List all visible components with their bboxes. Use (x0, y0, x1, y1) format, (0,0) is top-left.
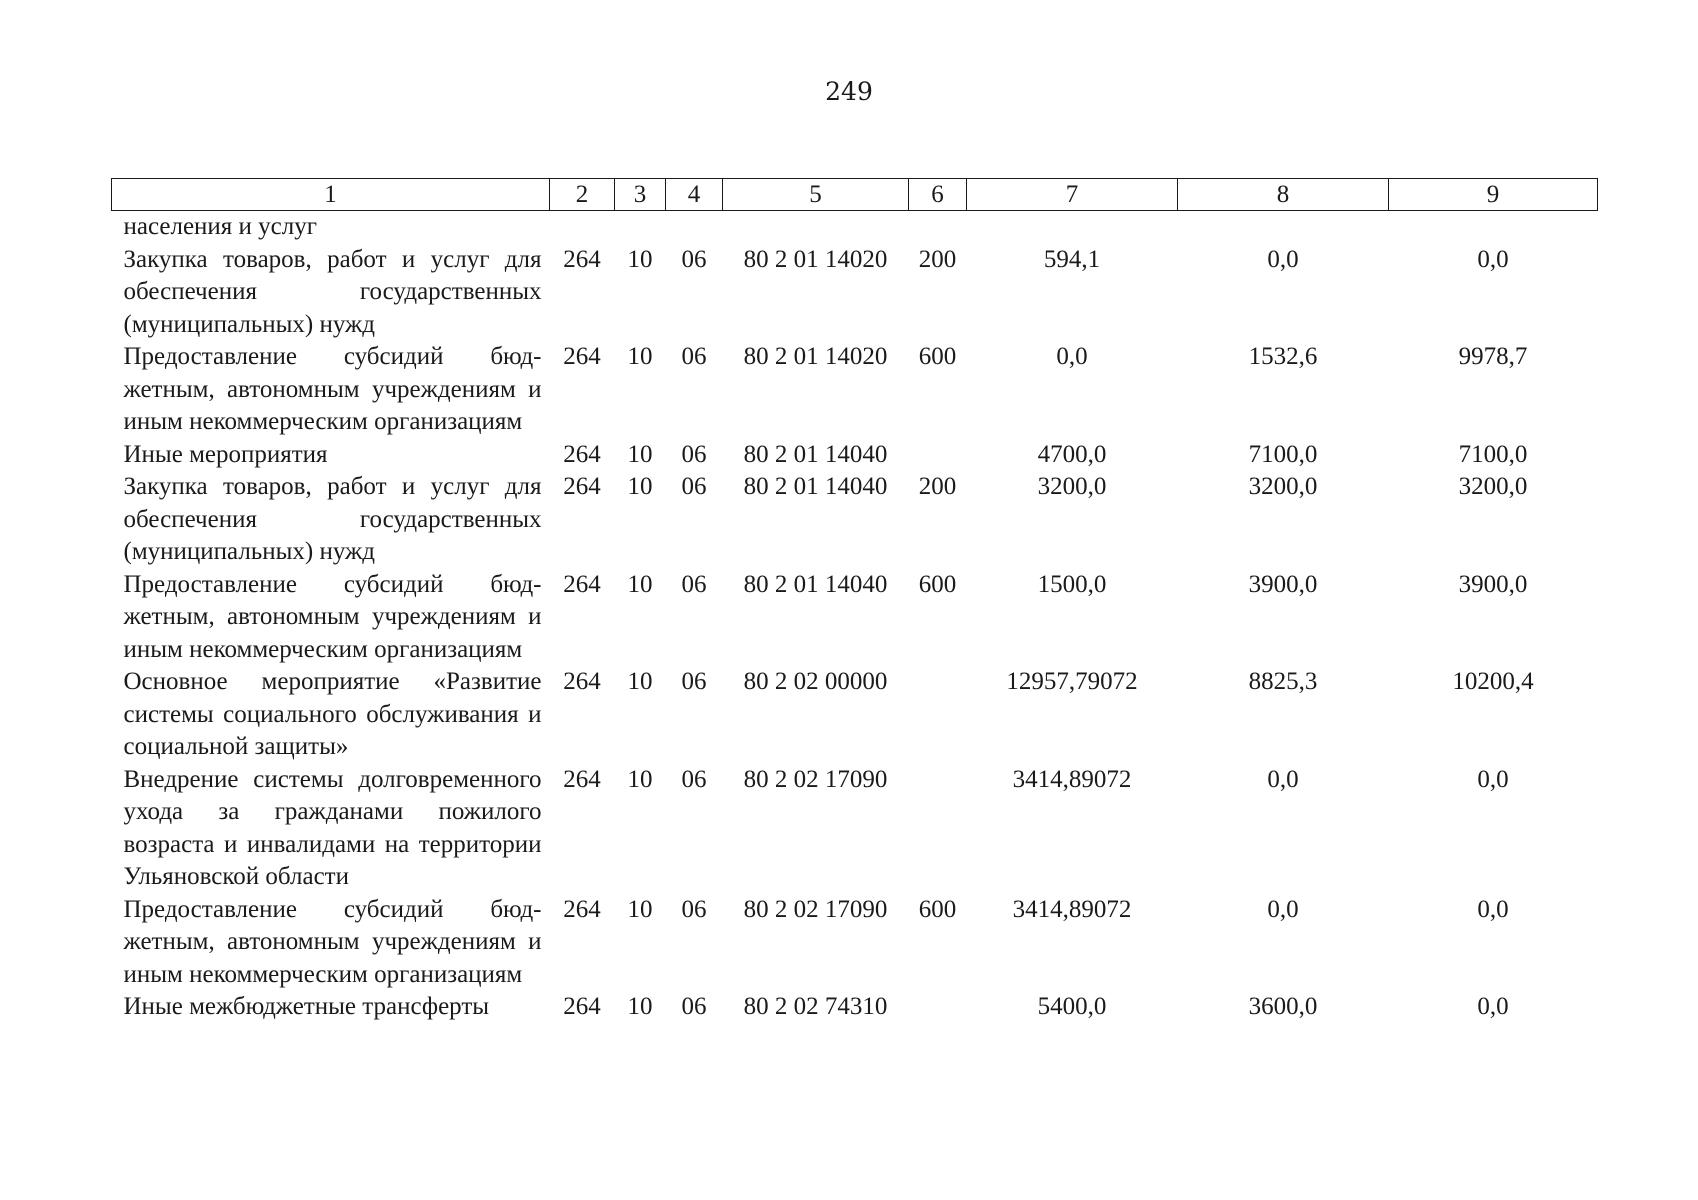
row-name: Предоставление субсидий бюджетным, автономным учреждениям и иным некоммерческим организациям (123, 570, 542, 663)
table-row (112, 666, 1598, 764)
row-target-article: 80 2 02 00000 (743, 668, 888, 695)
row-section: 10 (627, 765, 653, 793)
row-expense-type: 600 (918, 343, 957, 370)
header-col-2: 2 (550, 179, 615, 211)
row-section (615, 211, 666, 244)
row-target-article: 80 2 01 14040 (743, 440, 888, 468)
row-amount-col-8: 3200,0 (1248, 473, 1318, 500)
row-section: 10 (627, 343, 653, 370)
table-row (112, 894, 1598, 992)
row-amount-col-8 (1178, 211, 1389, 244)
row-expense-type (909, 211, 967, 244)
row-ministry-code (550, 211, 615, 244)
table-row (112, 244, 1598, 342)
row-subsection (666, 211, 723, 244)
row-target-article: 80 2 02 17090 (743, 765, 888, 793)
row-subsection: 06 (681, 440, 707, 468)
row-expense-type: 200 (918, 245, 957, 273)
row-amount-col-7: 594,1 (1043, 245, 1101, 273)
table-row (112, 569, 1598, 667)
row-subsection: 06 (681, 765, 707, 793)
row-expense-type: 200 (918, 473, 957, 500)
row-amount-col-8: 0,0 (1267, 765, 1299, 793)
row-section: 10 (627, 668, 653, 695)
row-target-article: 80 2 01 14040 (743, 570, 888, 598)
row-amount-col-7: 3200,0 (1037, 473, 1107, 500)
row-amount-col-9: 0,0 (1477, 765, 1509, 793)
row-subsection: 06 (681, 245, 707, 273)
row-amount-col-8: 3900,0 (1248, 570, 1318, 598)
row-expense-type (909, 439, 967, 472)
row-section: 10 (627, 895, 653, 923)
row-target-article: 80 2 02 74310 (743, 993, 888, 1020)
row-ministry-code: 264 (563, 570, 601, 598)
row-amount-col-7: 12957,79072 (1006, 668, 1138, 695)
header-col-7: 7 (967, 179, 1178, 211)
table-row (112, 341, 1598, 439)
row-expense-type (909, 764, 967, 894)
row-amount-col-7: 3414,89072 (1012, 765, 1132, 793)
row-name: Закупка товаров, работ и услуг для обеспечения государственных (муниципальных) нужд (123, 245, 542, 338)
row-amount-col-7: 1500,0 (1037, 570, 1107, 598)
row-target-article (723, 211, 909, 244)
row-name: Иные межбюджетные трансферты (123, 993, 490, 1020)
row-amount-col-8: 0,0 (1267, 245, 1299, 273)
row-subsection: 06 (681, 668, 707, 695)
row-ministry-code: 264 (563, 245, 601, 273)
table-row (112, 211, 1598, 244)
row-subsection: 06 (681, 895, 707, 923)
row-amount-col-9 (1389, 211, 1598, 244)
row-amount-col-9: 3200,0 (1458, 473, 1528, 500)
row-name: Иные мероприятия (123, 440, 328, 468)
row-ministry-code: 264 (563, 765, 601, 793)
row-subsection: 06 (681, 343, 707, 370)
row-amount-col-9: 0,0 (1477, 895, 1509, 923)
row-target-article: 80 2 01 14020 (743, 245, 888, 273)
row-amount-col-9: 9978,7 (1458, 343, 1528, 370)
row-section: 10 (627, 993, 653, 1020)
row-amount-col-9: 0,0 (1477, 993, 1509, 1020)
row-expense-type (909, 991, 967, 1024)
row-name: Внедрение системы долговременного ухода за гражданами пожилого возраста и инвалидами на территории Ульяновской области (123, 765, 542, 890)
row-amount-col-7: 3414,89072 (1012, 895, 1132, 923)
row-section: 10 (627, 245, 653, 273)
row-name: Основное мероприятие «Развитие системы социального обслуживания и социальной защиты» (123, 668, 542, 760)
row-amount-col-9: 0,0 (1477, 245, 1509, 273)
row-amount-col-9: 3900,0 (1458, 570, 1528, 598)
budget-table (111, 178, 1598, 1024)
row-name: Предоставление субсидий бюджетным, автономным учреждениям и иным некоммерческим организациям (123, 343, 542, 435)
row-amount-col-7: 0,0 (1056, 343, 1088, 370)
row-ministry-code: 264 (563, 343, 601, 370)
row-ministry-code: 264 (563, 993, 601, 1020)
row-ministry-code: 264 (563, 473, 601, 500)
row-ministry-code: 264 (563, 668, 601, 695)
row-amount-col-8: 8825,3 (1248, 668, 1318, 695)
table-header (112, 179, 1598, 211)
header-col-4: 4 (666, 179, 723, 211)
header-col-8: 8 (1178, 179, 1389, 211)
header-row (112, 179, 1598, 211)
row-section: 10 (627, 473, 653, 500)
row-amount-col-9: 7100,0 (1458, 440, 1528, 468)
table-row (112, 471, 1598, 569)
table-row (112, 764, 1598, 894)
header-col-9: 9 (1389, 179, 1598, 211)
row-subsection: 06 (681, 473, 707, 500)
row-expense-type: 600 (918, 570, 957, 598)
row-amount-col-8: 1532,6 (1248, 343, 1318, 370)
table-row (112, 991, 1598, 1024)
row-amount-col-8: 7100,0 (1248, 440, 1318, 468)
row-target-article: 80 2 01 14040 (743, 473, 888, 500)
header-col-1: 1 (112, 179, 550, 211)
row-ministry-code: 264 (563, 440, 601, 468)
row-name: населения и услуг (123, 213, 318, 240)
row-amount-col-7: 5400,0 (1037, 993, 1107, 1020)
row-amount-col-9: 10200,4 (1452, 668, 1534, 695)
row-expense-type (909, 666, 967, 764)
row-amount-col-8: 3600,0 (1248, 993, 1318, 1020)
row-section: 10 (627, 570, 653, 598)
page-number: 249 (825, 77, 873, 106)
table-row (112, 439, 1598, 472)
row-target-article: 80 2 02 17090 (743, 895, 888, 923)
header-col-3: 3 (615, 179, 666, 211)
row-amount-col-7 (967, 211, 1178, 244)
row-amount-col-7: 4700,0 (1037, 440, 1107, 468)
row-name: Предоставление субсидий бюджетным, автономным учреждениям и иным некоммерческим организациям (123, 895, 542, 988)
header-col-6: 6 (909, 179, 967, 211)
row-name: Закупка товаров, работ и услуг для обеспечения государственных (муниципальных) нужд (123, 473, 542, 565)
row-subsection: 06 (681, 993, 707, 1020)
row-ministry-code: 264 (563, 895, 601, 923)
table-body (112, 211, 1598, 1024)
row-expense-type: 600 (918, 895, 957, 923)
row-amount-col-8: 0,0 (1267, 895, 1299, 923)
row-section: 10 (627, 440, 653, 468)
header-col-5: 5 (723, 179, 909, 211)
row-subsection: 06 (681, 570, 707, 598)
row-target-article: 80 2 01 14020 (743, 343, 888, 370)
